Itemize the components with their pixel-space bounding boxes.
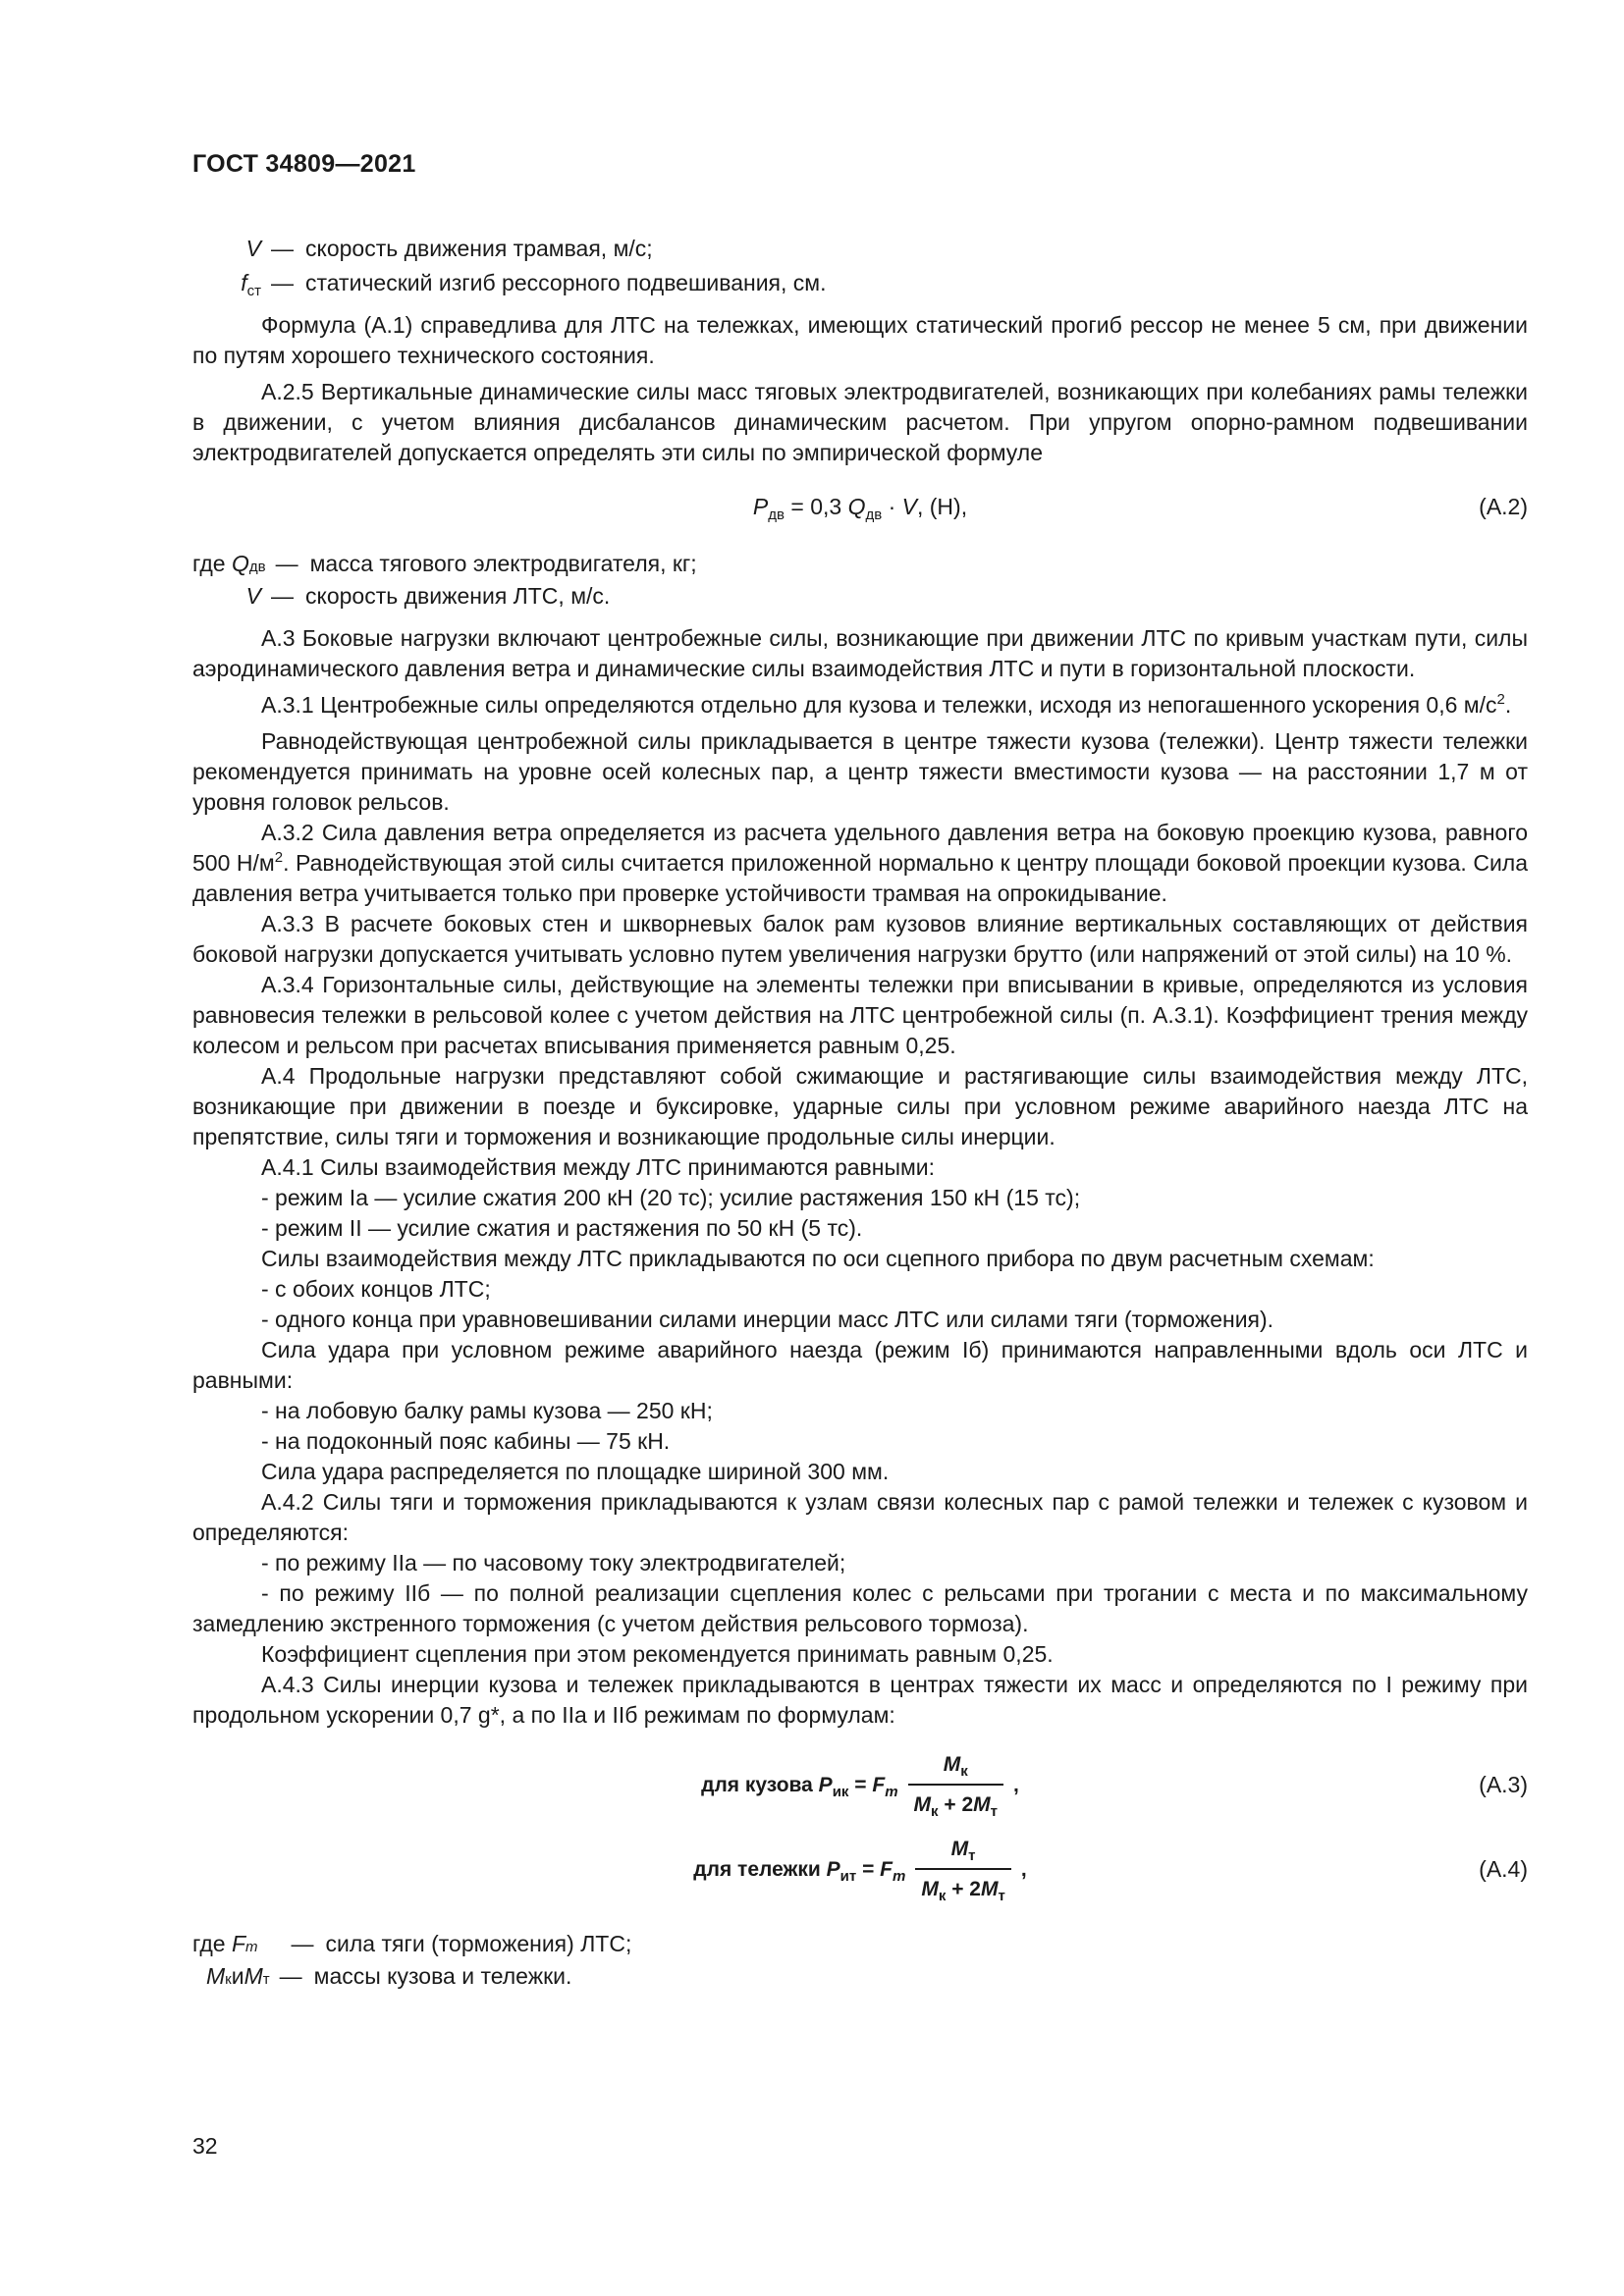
paragraph-a3-3: А.3.3 В расчете боковых стен и шкворневых балок рам кузовов влияние вертикальных составляющих от действия боковой нагрузки допускается учитывать условно путем увеличения нагрузки брутто (или напряжений от этой силы) на 10 %. (192, 911, 1528, 967)
paragraph-a4-1-c: Сила удара при условном режиме аварийного наезда (режим Iб) принимаются направленными вдоль оси ЛТС и равными: (192, 1337, 1528, 1393)
paragraph-a2-5: А.2.5 Вертикальные динамические силы масс тяговых электродвигателей, возникающих при колебаниях рамы тележки в движении, с учетом влияния дисбалансов динамическим расчетом. При упругом опорно-рамном подвешивании электродвигателей допускается определять эти силы по эмпирической формуле (192, 379, 1528, 465)
paragraph-a3-2: А.3.2 Сила давления ветра определяется из расчета удельного давления ветра на боковую проекцию кузова, равного 500 $Н/м^2$. Равнодействующая этой силы считается приложенной нормально к центру площади боковой проекции кузова. Сила давления ветра учитывается только при проверке устойчивости трамвая на опрокидывание. (192, 820, 1529, 906)
definitions-top (192, 234, 1528, 298)
list-item: - на лобовую балку рамы кузова — 250 кН; (261, 1398, 713, 1423)
list-item: - на подоконный пояс кабины — 75 кН. (261, 1428, 671, 1454)
symbol-f: f (241, 270, 247, 295)
fraction: $\frac{M_к}{M_к + 2M_т}$ (908, 1749, 1004, 1820)
paragraph-a4-2: А.4.2 Силы тяги и торможения прикладываются к узлам связи колесных пар с рамой тележки и тележек с кузовом и определяются: (192, 1489, 1528, 1545)
list-item: - по режиму IIа — по часовому току электродвигателей; (261, 1550, 846, 1575)
paragraph-a3-1: А.3.1 Центробежные силы определяются отдельно для кузова и тележки, исходя из непогашенного ускорения 0,6 $м/с^2$. (261, 691, 1512, 718)
formula-a3: для кузова $P_{ик} = F_m$ $\frac{M_к}{M_к + 2M_т}$ , (А.3) (192, 1746, 1528, 1823)
document-header: ГОСТ 34809—2021 (192, 150, 416, 178)
paragraph-a4-3: А.4.3 Силы инерции кузова и тележек прикладываются в центрах тяжести их масс и определяются по I режиму при продольном ускорении 0,7 g*, а по IIа и IIб режимам по формулам: (192, 1672, 1528, 1728)
definition-v: V — скорость движения трамвая, м/с; (192, 234, 1528, 264)
formula-a4: для тележки $P_{ит} = F_m$ $\frac{M_т}{M_к + 2M_т}$ , (А.4) (192, 1831, 1528, 1907)
list-item: - режим II — усилие сжатия и растяжения по 50 кН (5 тс). (261, 1215, 863, 1241)
formula-number: (А.4) (1479, 1856, 1528, 1882)
list-item: - одного конца при уравновешивании силами инерции масс ЛТС или силами тяги (торможения). (261, 1307, 1274, 1332)
document-page (192, 0, 1528, 2296)
fraction: $\frac{M_т}{M_к + 2M_т}$ (915, 1834, 1011, 1904)
formula-a2: $P_{дв} = 0,3$ $Q_{дв} \cdot V$, (Н), (А.2) (752, 494, 1528, 523)
document-body (192, 234, 1528, 1992)
paragraph-a4-1-b: Силы взаимодействия между ЛТС прикладываются по оси сцепного прибора по двум расчетным схемам: (261, 1246, 1375, 1271)
formula-number: (А.2) (1479, 494, 1528, 519)
paragraph-a4: А.4 Продольные нагрузки представляют собой сжимающие и растягивающие силы взаимодействия между ЛТС, возникающие при движении в поезде и буксировке, ударные силы при условном режиме аварийного наезда ЛТС на препятствие, силы тяги и торможения и возникающие продольные силы инерции. (192, 1063, 1528, 1149)
definition-fst: $f_{ст}$ — статический изгиб рессорного подвешивания, см. (241, 270, 827, 299)
paragraph-a4-1: А.4.1 Силы взаимодействия между ЛТС принимаются равными: (261, 1154, 936, 1180)
paragraph-formula-a1: Формула (А.1) справедлива для ЛТС на тележках, имеющих статический прогиб рессор не менее 5 см, при движении по путям хорошего технического состояния. (192, 312, 1528, 368)
list-item: - режим Iа — усилие сжатия 200 кН (20 тс); усилие растяжения 150 кН (15 тс); (261, 1185, 1081, 1210)
paragraph-a3-4: А.3.4 Горизонтальные силы, действующие на элементы тележки при вписывании в кривые, определяются из условия равновесия тележки в рельсовой колее с учетом действия на ЛТС центробежной силы (п. А.3.1). Коэффициент трения между колесом и рельсом при расчетах вписывания применяется равным 0,25. (192, 972, 1528, 1058)
definitions-a2: где Q дв — масса тягового электродвигателя, кг; V — скорость движения ЛТС, м/с. (192, 551, 697, 609)
paragraph-a4-1-d: Сила удара распределяется по площадке шириной 300 мм. (261, 1459, 890, 1484)
list-item: - с обоих концов ЛТС; (261, 1276, 491, 1302)
paragraph-a3: А.3 Боковые нагрузки включают центробежные силы, возникающие при движении ЛТС по кривым участкам пути, силы аэродинамического давления ветра и динамические силы взаимодействия ЛТС и пути в горизонтальной плоскости. (192, 625, 1528, 681)
page-number: 32 (192, 2133, 218, 2159)
definition-text: статический изгиб рессорного подвешивания, см. (305, 270, 827, 295)
list-item: - по режиму IIб — по полной реализации сцепления колес с рельсами при трогании с места и по максимальному замедлению экстренного торможения (с учетом действия рельсового тормоза). (192, 1580, 1528, 1636)
formula-number: (А.3) (1479, 1772, 1528, 1797)
paragraph-a4-2-b: Коэффициент сцепления при этом рекомендуется принимать равным 0,25. (261, 1641, 1054, 1667)
definitions-bottom: где F m — сила тяги (торможения) ЛТС; M к и M т — массы кузова и тележки. (192, 1931, 632, 1989)
symbol-v: V (245, 236, 261, 261)
definition-text: скорость движения трамвая, м/с; (305, 236, 653, 261)
paragraph-a3-1-b: Равнодействующая центробежной силы прикладывается в центре тяжести кузова (тележки). Центр тяжести тележки рекомендуется принимать на уровне осей колесных пар, а центр тяжести вместимости кузова — на расстоянии 1,7 м от уровня головок рельсов. (192, 728, 1528, 815)
